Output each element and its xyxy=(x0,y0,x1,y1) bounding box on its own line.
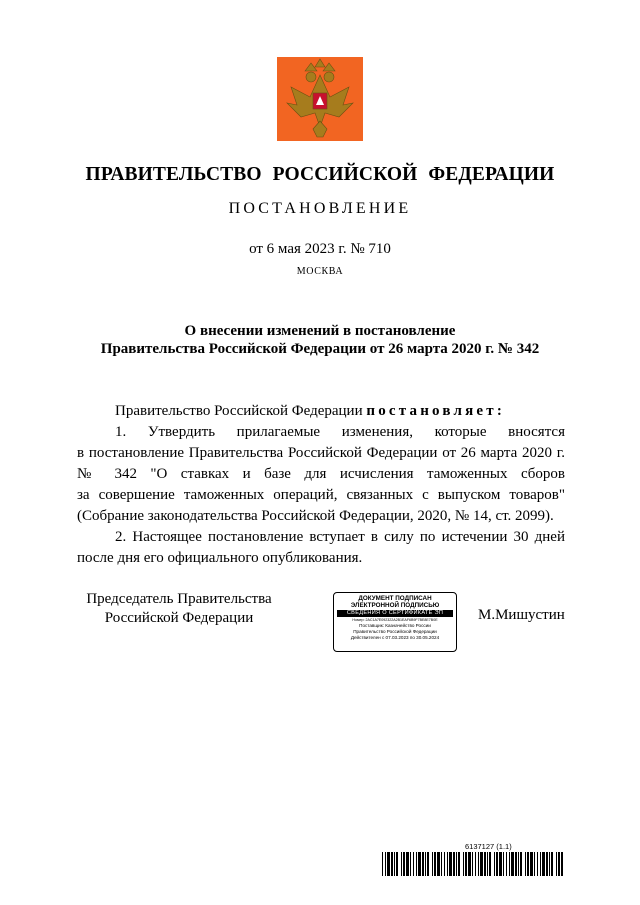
signatory-title-line-2: Российской Федерации xyxy=(104,610,254,626)
resolves-word: постановляет: xyxy=(366,403,506,419)
document-type: ПОСТАНОВЛЕНИЕ xyxy=(228,200,412,217)
stamp-issuer-2: Правительство Российской Федерации xyxy=(353,629,437,634)
city: МОСКВА xyxy=(296,266,344,277)
document-code: 6137127 (1.1) xyxy=(465,842,512,851)
subject-line-1: О внесении изменений в постановление xyxy=(184,323,456,339)
document-body xyxy=(77,401,565,569)
paragraph-2-line: 2. Настоящее постановление вступает в силу по истечении 30 дней xyxy=(115,529,565,545)
coat-of-arms-emblem xyxy=(277,57,363,141)
government-title: ПРАВИТЕЛЬСТВО РОССИЙСКОЙ ФЕДЕРАЦИИ xyxy=(85,164,555,185)
document-subject xyxy=(0,322,640,358)
preamble xyxy=(77,401,565,422)
paragraph-1-line: (Собрание законодательства Российской Федерации, 2020, № 14, ст. 2099). xyxy=(77,508,554,524)
date-and-number: от 6 мая 2023 г. № 710 xyxy=(249,241,391,257)
signatory-title-line-1: Председатель Правительства xyxy=(86,591,272,607)
paragraph-1-line: 1. Утвердить прилагаемые изменения, которые вносятся xyxy=(115,424,565,440)
stamp-line-2: ЭЛЕКТРОННОЙ ПОДПИСЬЮ xyxy=(350,602,440,609)
stamp-validity: Действителен с 07.03.2023 по 30.05.2024 xyxy=(350,635,440,640)
signatory-title xyxy=(79,590,279,628)
paragraph-1-line: в постановление Правительства Российской Федерации от 26 марта 2020 г. xyxy=(77,445,565,461)
paragraph-1-line: за совершение таможенных операций, связанных с выпуском товаров" xyxy=(77,487,565,503)
stamp-issuer-1: Поставщик: Казначейство России xyxy=(359,623,431,628)
stamp-line-1: ДОКУМЕНТ ПОДПИСАН xyxy=(358,595,432,602)
stamp-serial: Номер: 2AC1A7E092322A2B1EAF6B9F7BE8E7B0E xyxy=(352,618,438,622)
electronic-signature-stamp xyxy=(333,592,457,652)
barcode-graphic xyxy=(382,852,563,876)
preamble-text: Правительство Российской Федерации xyxy=(115,403,367,419)
stamp-certificate-bar: СВЕДЕНИЯ О СЕРТИФИКАТЕ ЭП xyxy=(337,610,453,617)
signatory-name: М.Мишустин xyxy=(478,607,565,623)
paragraph-2-line: после дня его официального опубликования. xyxy=(77,550,363,566)
paragraph-1-line: № 342 "О ставках и базе для исчисления таможенных сборов xyxy=(77,466,565,482)
subject-line-2: Правительства Российской Федерации от 26 марта 2020 г. № 342 xyxy=(100,341,540,357)
